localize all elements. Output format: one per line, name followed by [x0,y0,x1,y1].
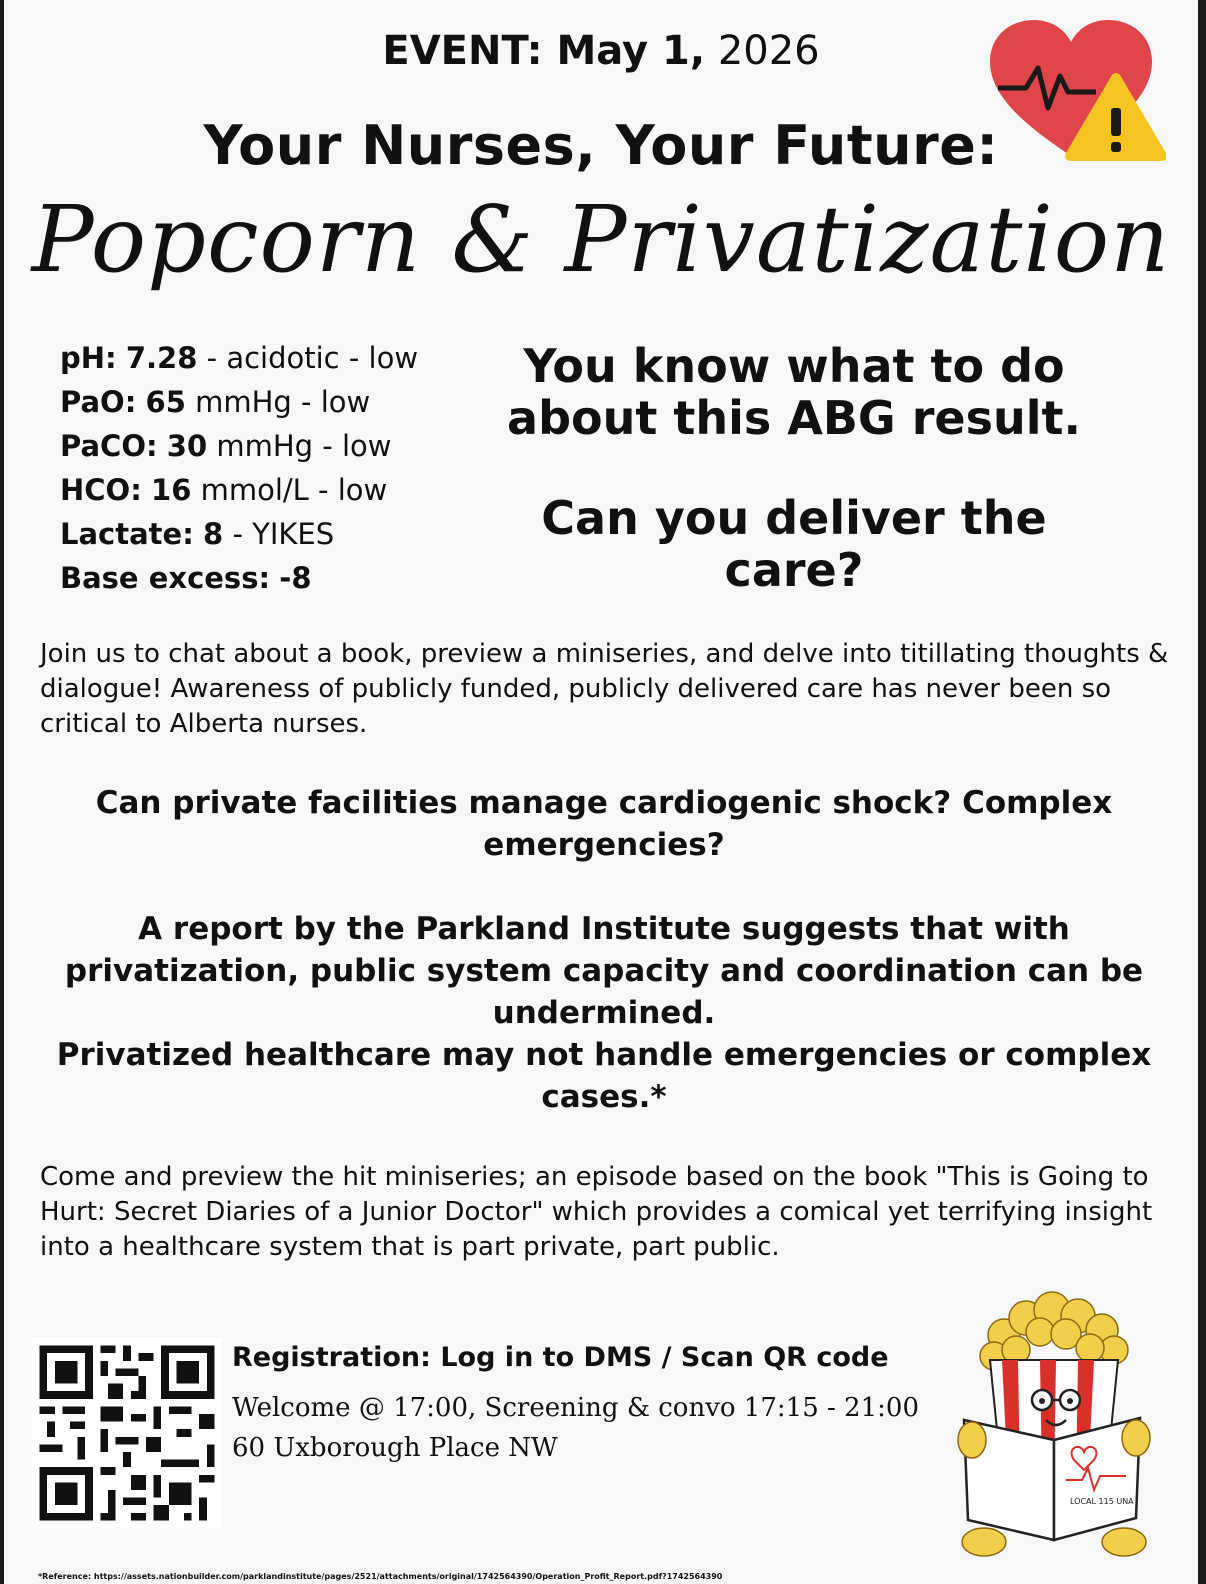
schedule-line: Welcome @ 17:00, Screening & convo 17:15 - 21:00 [232,1393,919,1423]
abg-row-lactate: Lactate: 8 - YIKES [60,517,335,551]
report-line-1: A report by the Parkland Institute suggests that with privatization, public system capacity and coordination can be undermined. [64,911,1144,1031]
parkland-report [34,908,1174,1118]
abg-row-pao: PaO: 65 mmHg - low [60,385,371,419]
reference-footnote: *Reference: https://assets.nationbuilder.com/parklandinstitute/pages/2521/attachments/original/1742564390/Operation_Profit_Report.pdf?1742564390 [38,1572,723,1581]
abg-headline: You know what to do about this ABG result. [507,339,1081,445]
union-badge-text: LOCAL 115 UNA [1070,1497,1134,1506]
private-facilities-question: Can private facilities manage cardiogenic shock? Complex emergencies? [95,785,1113,863]
report-line-2: Privatized healthcare may not handle emergencies or complex cases.* [56,1037,1152,1115]
abg-row-hco: HCO: 16 mmol/L - low [60,473,388,507]
intro-paragraph: Join us to chat about a book, preview a miniseries, and delve into titillating thoughts & dialogue! Awareness of publicly funded, publicly delivered care has never been so critical to Alberta nurses. [40,639,1169,739]
abg-row-paco: PaCO: 30 mmHg - low [60,429,392,463]
event-date: EVENT: May 1, 2026 [382,28,820,74]
poster-title: Your Nurses, Your Future: [203,114,999,177]
popcorn-mascot-icon [954,1290,1154,1560]
abg-results [60,336,418,600]
poster-script-title: Popcorn & Privatization [31,186,1171,293]
registration-line: Registration: Log in to DMS / Scan QR code [232,1342,889,1373]
event-poster [4,0,1198,1584]
address-line: 60 Uxborough Place NW [232,1433,558,1463]
abg-row-base-excess: Base excess: -8 [60,561,312,595]
abg-row-ph: pH: 7.28 - acidotic - low [60,341,419,375]
preview-paragraph: Come and preview the hit miniseries; an episode based on the book "This is Going to Hurt: Secret Diaries of a Junior Doctor" which provides a comical yet terrifying insight into a healthcare system that is part private, part public. [40,1162,1153,1262]
qr-code[interactable] [32,1338,222,1528]
abg-question: Can you deliver the care? [541,491,1047,597]
